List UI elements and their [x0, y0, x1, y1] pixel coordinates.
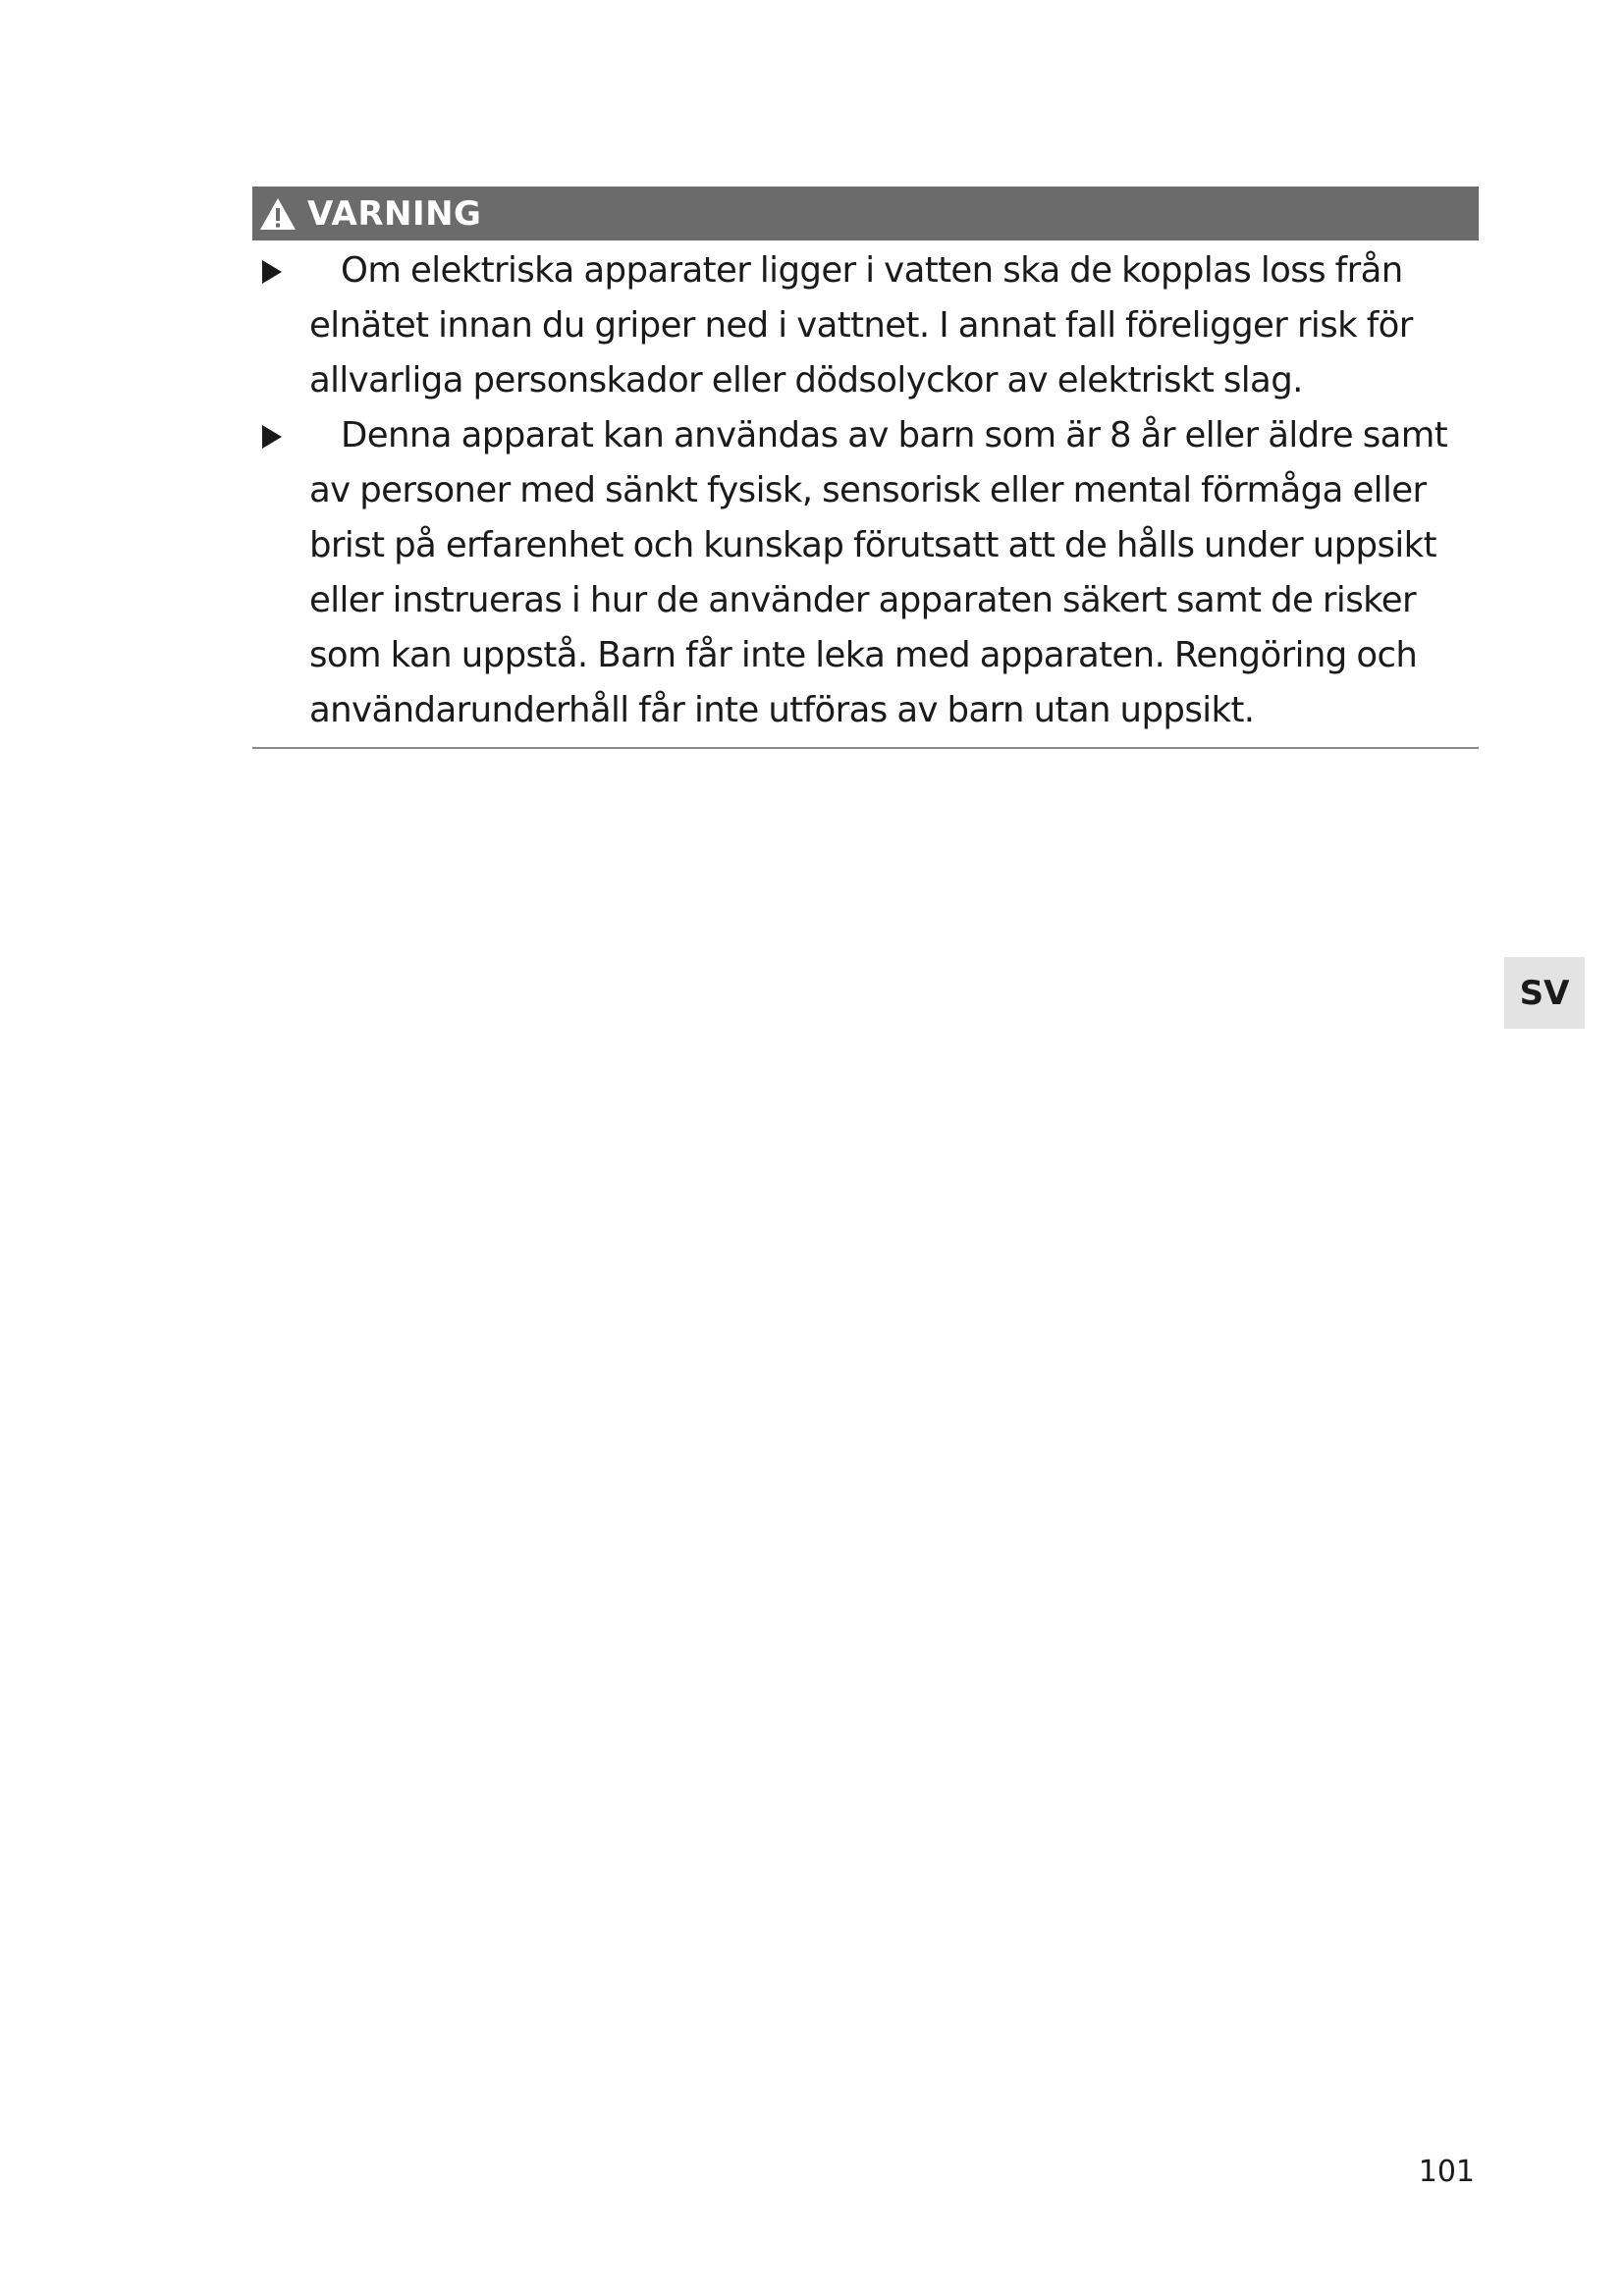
bullet-arrow-icon	[262, 425, 282, 449]
warning-header	[252, 187, 1479, 240]
warning-title: VARNING	[307, 193, 482, 234]
section-divider	[252, 747, 1479, 749]
warning-item	[252, 243, 1479, 408]
warning-item-text: Om elektriska apparater ligger i vatten ska de kopplas loss från elnätet innan du griper ned i vattnet. I annat fall föreligger risk för allvarliga personskador eller dödsolyckor av elektriskt slag.	[309, 250, 1413, 400]
language-tab: SV	[1504, 957, 1585, 1029]
page-number: 101	[1418, 2155, 1475, 2189]
warning-item-text: Denna apparat kan användas av barn som är 8 år eller äldre samt av personer med sänkt fysisk, sensorisk eller mental förmåga eller brist på erfarenhet och kunskap förutsatt att de hålls under uppsikt eller instrueras i hur de använder apparaten säkert samt de risker som kan uppstå. Barn får inte leka med apparaten. Rengöring och användarunderhåll får inte utföras av barn utan uppsikt.	[309, 415, 1448, 730]
bullet-arrow-icon	[262, 260, 282, 284]
warning-triangle-icon	[258, 196, 298, 232]
warning-item	[252, 408, 1479, 738]
warning-list	[252, 243, 1479, 738]
